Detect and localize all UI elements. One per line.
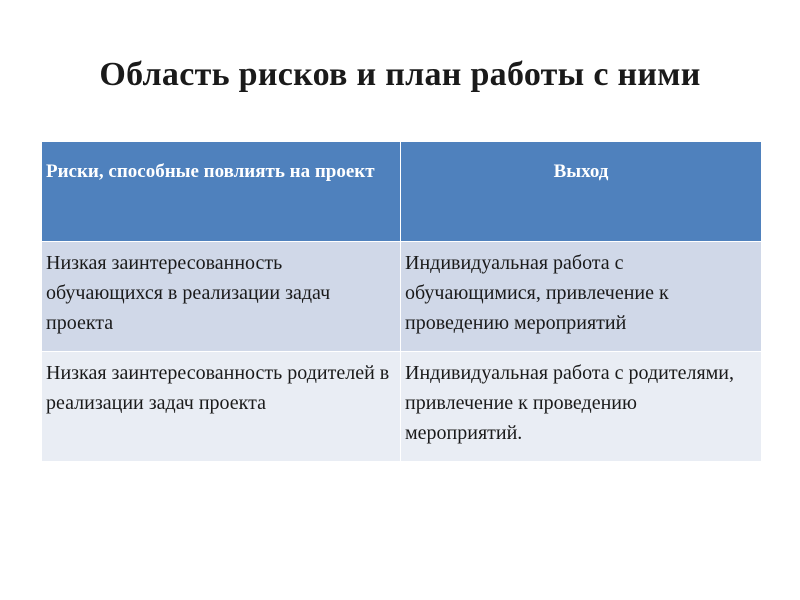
header-output: Выход	[401, 142, 762, 242]
risk-cell: Низкая заинтересованность обучающихся в реализации задач проекта	[42, 242, 401, 352]
header-risks: Риски, способные повлиять на проект	[42, 142, 401, 242]
risks-table	[41, 141, 762, 462]
slide-title: Область рисков и план работы с ними	[99, 56, 701, 93]
output-cell: Индивидуальная работа с обучающимися, привлечение к проведению мероприятий	[401, 242, 762, 352]
table-row	[42, 352, 762, 462]
table-header-row	[42, 142, 762, 242]
risk-cell: Низкая заинтересованность родителей в реализации задач проекта	[42, 352, 401, 462]
output-cell: Индивидуальная работа с родителями, привлечение к проведению мероприятий.	[401, 352, 762, 462]
table-row	[42, 242, 762, 352]
